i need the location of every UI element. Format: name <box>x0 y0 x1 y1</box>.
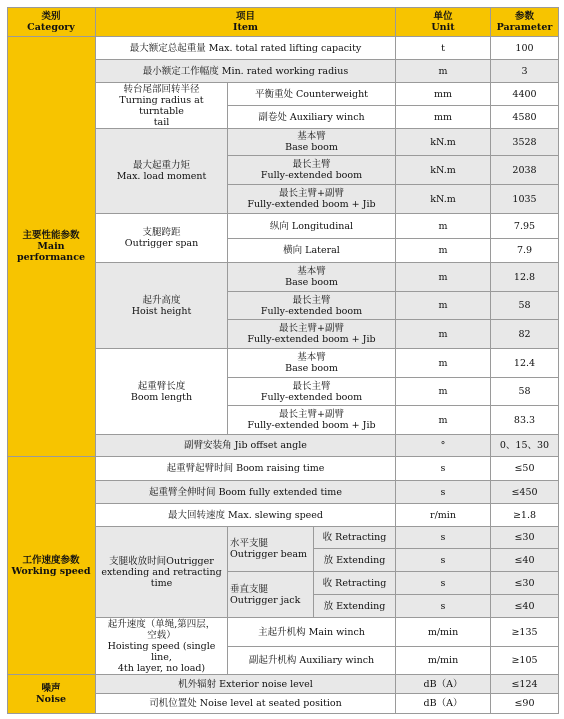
tail-group-zh: 转台尾部回转半径 <box>123 83 200 95</box>
hoisting-main-unit: m/min <box>396 618 491 647</box>
header-parameter-zh: 参数 <box>514 10 534 22</box>
category-noise-en: Noise <box>35 694 67 705</box>
row-tail-aux-value: 4580 <box>491 106 559 129</box>
outrigger-beam-retract-label: 收 Retracting <box>314 527 396 549</box>
hoist-height-r1-en: Base boom <box>285 277 338 288</box>
row-boom-extend-unit: s <box>396 481 491 504</box>
boom-length-r3-zh: 最长主臂+副臂 <box>279 409 344 420</box>
row-tail-radius-group <box>96 83 228 129</box>
outrigger-jack-zh: 垂直支腿 <box>230 583 269 595</box>
hoisting-speed-zh2: 空载） <box>147 629 176 641</box>
hoisting-main-value: ≥135 <box>491 618 559 647</box>
row-outrigger-time-group <box>96 527 228 618</box>
row-noise-seat-value: ≤90 <box>491 694 559 714</box>
outrigger-jack-extend-label: 放 Extending <box>314 595 396 618</box>
load-moment-r2-label <box>228 156 396 185</box>
spec-table <box>7 7 559 714</box>
hoist-height-r3-label <box>228 320 396 349</box>
hoisting-aux-value: ≥105 <box>491 647 559 675</box>
hoist-height-en: Hoist height <box>131 305 192 317</box>
outrigger-time-en: extending and retracting time <box>101 566 222 589</box>
row-min-radius-label: 最小额定工作幅度 Min. rated working radius <box>96 60 396 83</box>
row-jib-offset-unit: ° <box>396 435 491 457</box>
category-noise <box>7 675 96 714</box>
hoist-height-r3-unit: m <box>396 320 491 349</box>
row-boom-raise-unit: s <box>396 457 491 481</box>
header-unit-zh: 单位 <box>433 10 453 22</box>
boom-length-r2-zh: 最长主臂 <box>292 380 331 392</box>
hoisting-aux-unit: m/min <box>396 647 491 675</box>
header-category-en: Category <box>27 21 75 33</box>
load-moment-r3-zh: 最长主臂+副臂 <box>279 188 344 199</box>
row-noise-seat-label: 司机位置处 Noise level at seated position <box>96 694 396 714</box>
header-category <box>7 7 96 37</box>
outrigger-beam-extend-label: 放 Extending <box>314 549 396 572</box>
category-main-zh: 主要性能参数 <box>22 230 80 241</box>
row-noise-seat-unit: dB（A） <box>396 694 491 714</box>
header-parameter-en: Parameter <box>496 21 553 33</box>
category-main-en2: performance <box>16 252 86 263</box>
row-tail-counterweight-unit: mm <box>396 83 491 106</box>
row-tail-counterweight-value: 4400 <box>491 83 559 106</box>
boom-length-r3-unit: m <box>396 406 491 435</box>
category-speed-zh: 工作速度参数 <box>22 554 80 566</box>
outrigger-jack-group <box>228 572 314 618</box>
hoist-height-r3-value: 82 <box>491 320 559 349</box>
outrigger-span-en: Outrigger span <box>124 238 199 249</box>
load-moment-r1-en: Base boom <box>285 142 338 153</box>
row-boom-raise-label: 起重臂起臂时间 Boom raising time <box>96 457 396 481</box>
hoist-height-r3-zh: 最长主臂+副臂 <box>279 323 344 334</box>
hoisting-aux-label: 副起升机构 Auxiliary winch <box>228 647 396 675</box>
outrigger-span-long-unit: m <box>396 214 491 239</box>
load-moment-r3-en: Fully-extended boom + Jib <box>247 199 376 210</box>
boom-length-r2-label <box>228 378 396 406</box>
row-jib-offset-label: 副臂安装角 Jib offset angle <box>96 435 396 457</box>
outrigger-jack-en: Outrigger jack <box>230 594 301 606</box>
boom-length-r1-unit: m <box>396 349 491 378</box>
category-main-performance <box>7 37 96 457</box>
load-moment-r3-label <box>228 185 396 214</box>
row-boom-length-group <box>96 349 228 435</box>
row-tail-counterweight-label: 平衡重处 Counterweight <box>228 83 396 106</box>
outrigger-beam-extend-value: ≤40 <box>491 549 559 572</box>
hoist-height-r2-en: Fully-extended boom <box>260 305 363 317</box>
boom-length-r1-label <box>228 349 396 378</box>
outrigger-beam-extend-unit: s <box>396 549 491 572</box>
load-moment-en: Max. load moment <box>116 171 207 182</box>
row-slewing-unit: r/min <box>396 504 491 527</box>
outrigger-span-zh: 支腿跨距 <box>142 227 181 238</box>
header-item <box>96 7 396 37</box>
hoist-height-r2-zh: 最长主臂 <box>292 294 331 306</box>
load-moment-zh: 最大起重力矩 <box>132 160 190 171</box>
outrigger-beam-group <box>228 527 314 572</box>
row-boom-extend-label: 起重臂全伸时间 Boom fully extended time <box>96 481 396 504</box>
load-moment-r1-value: 3528 <box>491 129 559 156</box>
row-lift-capacity-value: 100 <box>491 37 559 60</box>
load-moment-r2-en: Fully-extended boom <box>260 170 363 181</box>
load-moment-r1-unit: kN.m <box>396 129 491 156</box>
outrigger-span-long-value: 7.95 <box>491 214 559 239</box>
hoist-height-r2-value: 58 <box>491 292 559 320</box>
outrigger-span-lat-label: 横向 Lateral <box>228 239 396 263</box>
row-noise-exterior-unit: dB（A） <box>396 675 491 694</box>
boom-length-r1-en: Base boom <box>285 363 338 374</box>
row-min-radius-unit: m <box>396 60 491 83</box>
boom-length-r3-label <box>228 406 396 435</box>
hoisting-speed-zh: 起升速度（单绳,第四层， <box>107 618 216 630</box>
outrigger-beam-retract-unit: s <box>396 527 491 549</box>
row-jib-offset-value: 0、15、30 <box>491 435 559 457</box>
hoist-height-r1-zh: 基本臂 <box>297 266 326 277</box>
hoisting-speed-en2: 4th layer, no load) <box>117 662 206 674</box>
outrigger-beam-retract-value: ≤30 <box>491 527 559 549</box>
row-noise-exterior-value: ≤124 <box>491 675 559 694</box>
outrigger-beam-en: Outrigger beam <box>230 549 308 560</box>
load-moment-r3-value: 1035 <box>491 185 559 214</box>
outrigger-jack-retract-unit: s <box>396 572 491 595</box>
row-lift-capacity-label: 最大额定总起重量 Max. total rated lifting capacity <box>96 37 396 60</box>
hoist-height-r1-label <box>228 263 396 292</box>
category-working-speed <box>7 457 96 675</box>
boom-length-r3-en: Fully-extended boom + Jib <box>247 420 376 431</box>
tail-group-en: Turning radius at turntable <box>119 94 204 117</box>
hoist-height-zh: 起升高度 <box>142 294 181 306</box>
outrigger-beam-zh: 水平支腿 <box>230 538 269 549</box>
row-lift-capacity-unit: t <box>396 37 491 60</box>
header-item-zh: 项目 <box>235 10 255 22</box>
header-category-zh: 类别 <box>41 10 61 22</box>
hoisting-speed-en: Hoisting speed (single line, <box>107 640 216 663</box>
outrigger-jack-extend-value: ≤40 <box>491 595 559 618</box>
row-min-radius-value: 3 <box>491 60 559 83</box>
header-parameter <box>491 7 559 37</box>
hoist-height-r2-unit: m <box>396 292 491 320</box>
row-slewing-label: 最大回转速度 Max. slewing speed <box>96 504 396 527</box>
load-moment-r2-zh: 最长主臂 <box>292 159 331 170</box>
outrigger-jack-retract-label: 收 Retracting <box>314 572 396 595</box>
outrigger-span-long-label: 纵向 Longitudinal <box>228 214 396 239</box>
load-moment-r1-label <box>228 129 396 156</box>
header-item-en: Item <box>233 21 258 33</box>
row-boom-extend-value: ≤450 <box>491 481 559 504</box>
boom-length-r3-value: 83.3 <box>491 406 559 435</box>
outrigger-span-lat-unit: m <box>396 239 491 263</box>
boom-length-r2-en: Fully-extended boom <box>260 391 363 403</box>
tail-group-en2: tail <box>153 116 170 128</box>
boom-length-r1-value: 12.4 <box>491 349 559 378</box>
outrigger-time-zh: 支腿收放时间Outrigger <box>109 555 214 567</box>
row-hoist-height-group <box>96 263 228 349</box>
outrigger-jack-extend-unit: s <box>396 595 491 618</box>
outrigger-jack-retract-value: ≤30 <box>491 572 559 595</box>
category-main-en: Main <box>37 241 65 252</box>
boom-length-zh: 起重臂长度 <box>137 380 186 392</box>
load-moment-r1-zh: 基本臂 <box>297 131 326 142</box>
hoist-height-r1-value: 12.8 <box>491 263 559 292</box>
boom-length-r1-zh: 基本臂 <box>297 352 326 363</box>
row-outrigger-span-group <box>96 214 228 263</box>
boom-length-r2-value: 58 <box>491 378 559 406</box>
row-boom-raise-value: ≤50 <box>491 457 559 481</box>
category-speed-en: Working speed <box>11 565 91 577</box>
category-noise-zh: 噪声 <box>41 683 61 694</box>
header-unit-en: Unit <box>431 21 455 33</box>
load-moment-r2-unit: kN.m <box>396 156 491 185</box>
row-tail-aux-label: 副卷处 Auxiliary winch <box>228 106 396 129</box>
row-noise-exterior-label: 机外辐射 Exterior noise level <box>96 675 396 694</box>
header-unit <box>396 7 491 37</box>
load-moment-r2-value: 2038 <box>491 156 559 185</box>
row-tail-aux-unit: mm <box>396 106 491 129</box>
row-load-moment-group <box>96 129 228 214</box>
hoist-height-r1-unit: m <box>396 263 491 292</box>
outrigger-span-lat-value: 7.9 <box>491 239 559 263</box>
load-moment-r3-unit: kN.m <box>396 185 491 214</box>
hoisting-main-label: 主起升机构 Main winch <box>228 618 396 647</box>
boom-length-en: Boom length <box>130 391 193 403</box>
hoist-height-r3-en: Fully-extended boom + Jib <box>247 334 376 345</box>
row-hoisting-speed-group <box>96 618 228 675</box>
boom-length-r2-unit: m <box>396 378 491 406</box>
row-slewing-value: ≥1.8 <box>491 504 559 527</box>
hoist-height-r2-label <box>228 292 396 320</box>
